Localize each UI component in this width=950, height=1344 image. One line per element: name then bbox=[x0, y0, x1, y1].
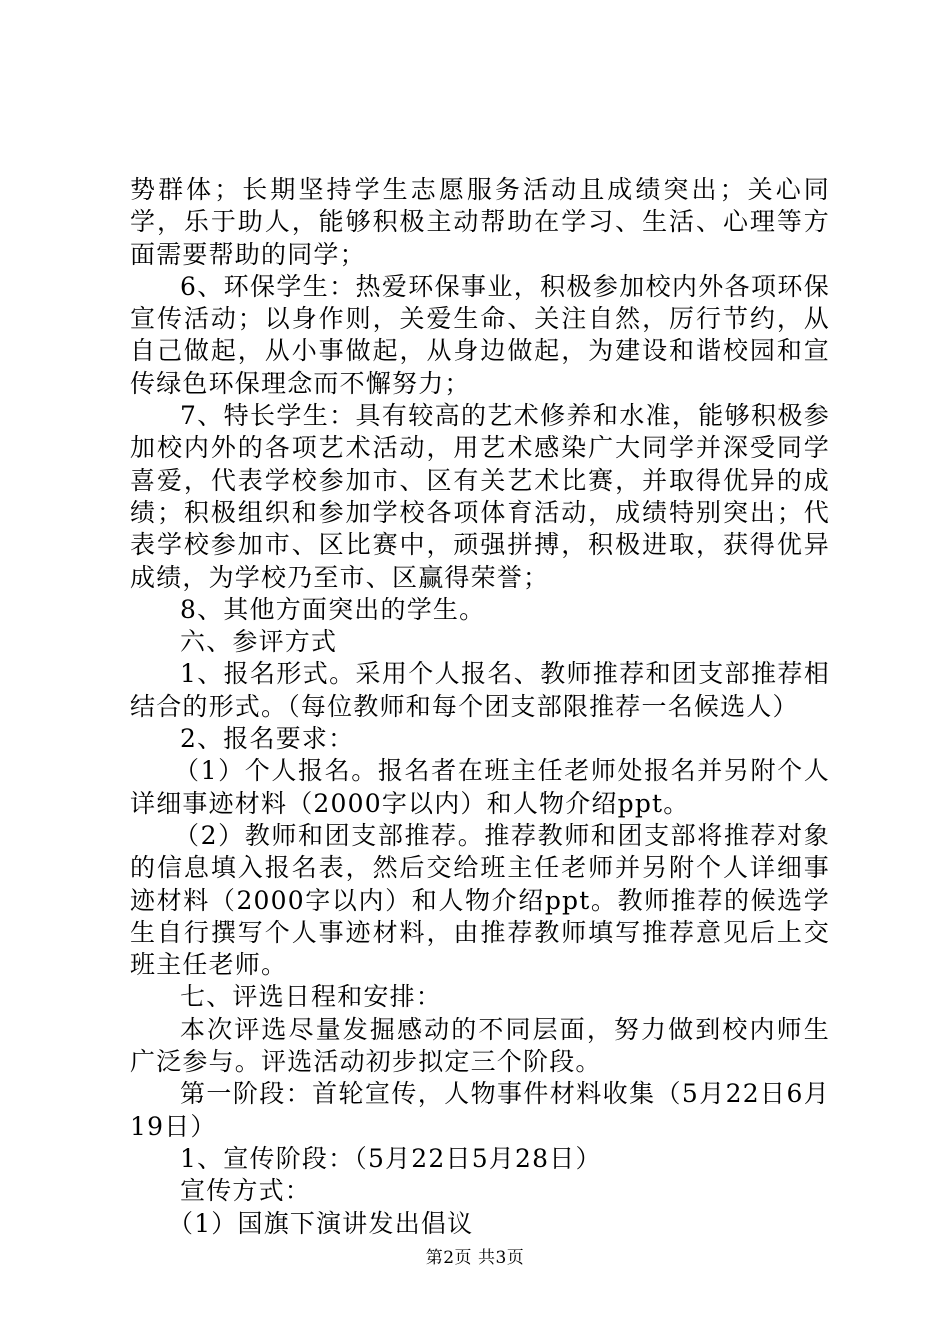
paragraph-individual-registration: （1）个人报名。报名者在班主任老师处报名并另附个人详细事迹材料（2000字以内）和人物介绍ppt。 bbox=[130, 756, 830, 818]
paragraph-teacher-recommendation: （2）教师和团支部推荐。推荐教师和团支部将推荐对象的信息填入报名表，然后交给班主任老师并另附个人详细事迹材料（2000字以内）和人物介绍ppt。教师推荐的候选学生自行撰写个人事迹材料，由推荐教师填写推荐意见后上交班主任老师。 bbox=[130, 820, 830, 980]
paragraph-publicity-phase: 1、宣传阶段：（5月22日5月28日） bbox=[180, 1143, 602, 1173]
paragraph-volunteer-continued: 势群体；长期坚持学生志愿服务活动且成绩突出；关心同学，乐于助人，能够积极主动帮助在学习、生活、心理等方面需要帮助的同学； bbox=[130, 175, 830, 269]
section-heading-participation: 六、参评方式 bbox=[180, 627, 338, 657]
paragraph-other-student: 8、其他方面突出的学生。 bbox=[180, 594, 486, 624]
paragraph-publicity-methods: 宣传方式： bbox=[180, 1176, 312, 1206]
paragraph-schedule-intro: 本次评选尽量发掘感动的不同层面，努力做到校内师生广泛参与。评选活动初步拟定三个阶段。 bbox=[130, 1014, 830, 1077]
paragraph-eco-student: 6、环保学生：热爱环保事业，积极参加校内外各项环保宣传活动；以身作则，关爱生命、关注自然，厉行节约，从自己做起，从小事做起，从身边做起，为建设和谐校园和宣传绿色环保理念而不懈努力； bbox=[130, 271, 830, 398]
paragraph-talent-student: 7、特长学生：具有较高的艺术修养和水准，能够积极参加校内外的各项艺术活动，用艺术感染广大同学并深受同学喜爱，代表学校参加市、区有关艺术比赛，并取得优异的成绩；积极组织和参加学校各项体育活动，成绩特别突出；代表学校参加市、区比赛中，顽强拼搏，积极进取，获得优异成绩，为学校乃至市、区赢得荣誉； bbox=[130, 401, 830, 592]
paragraph-phase-one: 第一阶段：首轮宣传，人物事件材料收集（5月22日6月19日） bbox=[130, 1079, 830, 1141]
paragraph-registration-form: 1、报名形式。采用个人报名、教师推荐和团支部推荐相结合的形式。（每位教师和每个团支部限推荐一名候选人） bbox=[130, 659, 830, 721]
paragraph-flag-speech: （1）国旗下演讲发出倡议 bbox=[168, 1208, 474, 1238]
page-number: 第2页 共3页 bbox=[425, 1248, 525, 1268]
page-footer bbox=[0, 1243, 950, 1268]
paragraph-registration-requirements: 2、报名要求： bbox=[180, 724, 355, 754]
section-heading-schedule: 七、评选日程和安排： bbox=[180, 982, 443, 1012]
document-body bbox=[130, 174, 830, 1240]
